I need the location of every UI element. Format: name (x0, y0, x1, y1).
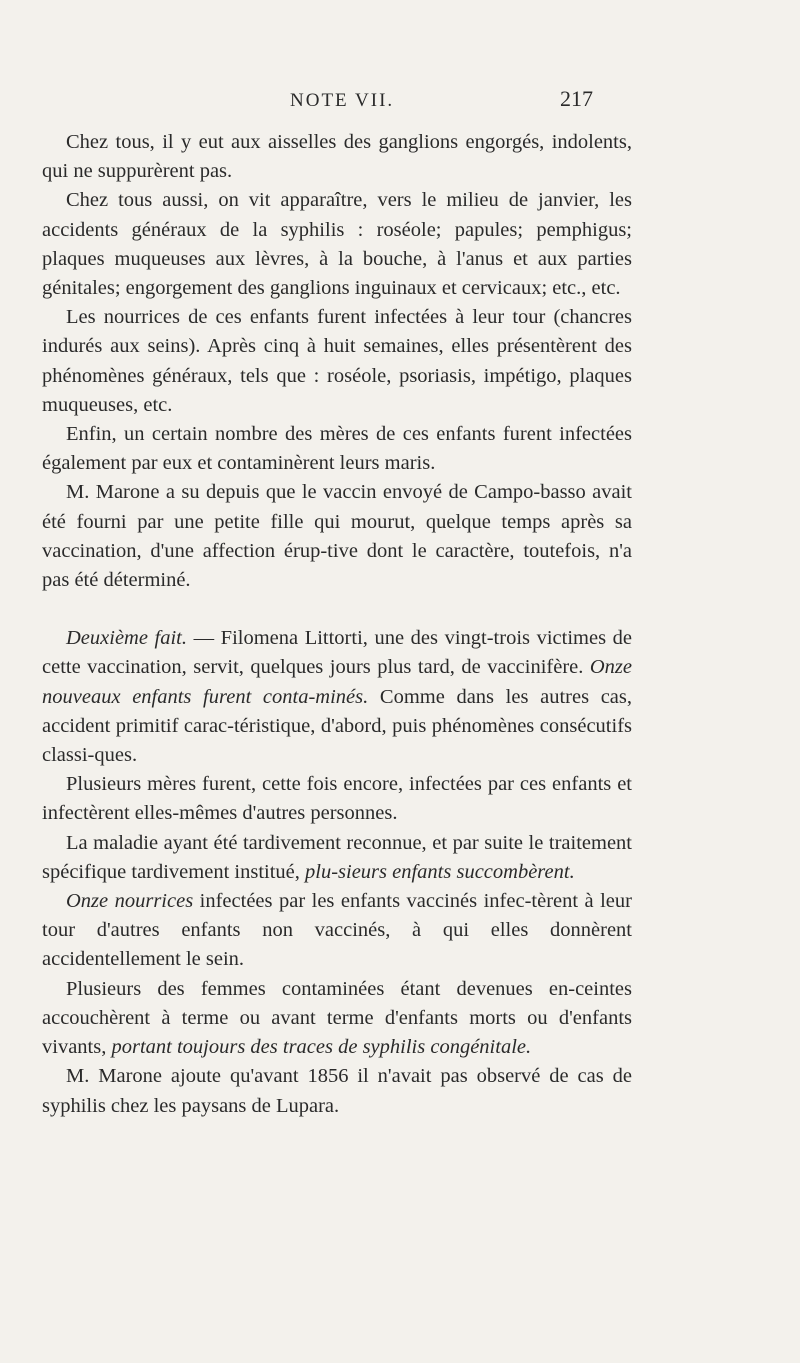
italic-text: portant toujours des traces de syphilis congénitale. (111, 1036, 532, 1059)
text-run: infectées par les enfants vaccinés infec-tèrent à leur tour d'autres enfants non vaccinés, à qui elles donnèrent accidentellement le sein. (42, 890, 632, 971)
paragraph (42, 829, 632, 887)
paragraph (42, 770, 632, 828)
page-header (0, 86, 800, 116)
italic-text: Onze nouveaux enfants furent conta-minés. (42, 656, 632, 708)
text-run: Comme dans les autres cas, accident primitif carac-téristique, d'abord, puis phénomènes consécutifs classi-ques. (42, 685, 633, 767)
text-run: Chez tous aussi, on vit apparaître, vers le milieu de janvier, les accidents généraux de la syphilis : roséole; papules; pemphigus; plaques muqueuses aux lèvres, à la bouche, à l'anus et aux parties génitales; engorgement des ganglions inguinaux et cervicaux; etc., etc. (42, 189, 632, 300)
italic-text: Deuxième fait. (66, 627, 187, 650)
paragraph (42, 975, 632, 1063)
paragraph (42, 420, 632, 478)
paragraph (42, 303, 632, 420)
text-run: Chez tous, il y eut aux aisselles des ganglions engorgés, indolents, qui ne suppurèrent pas. (42, 131, 632, 183)
paragraph (42, 128, 632, 186)
body-text (42, 128, 632, 1121)
text-run: — Filomena Littorti, une des vingt-trois victimes de cette vaccination, servit, quelques jours plus tard, de vaccinifère. (42, 627, 632, 679)
paragraph (42, 887, 632, 975)
text-run: M. Marone ajoute qu'avant 1856 il n'avait pas observé de cas de syphilis chez les paysans de Lupara. (42, 1065, 632, 1117)
text-run: La maladie ayant été tardivement reconnue, et par suite le traitement spécifique tardivement institué, (42, 831, 632, 883)
text-run: M. Marone a su depuis que le vaccin envoyé de Campo-basso avait été fourni par une petite fille qui mourut, quelque temps après sa vaccination, d'une affection érup-tive dont le caractère, toutefois, n'a pas été déterminé. (42, 481, 632, 592)
italic-text: Onze nourrices (66, 890, 194, 913)
paragraph (42, 186, 632, 303)
paragraph (42, 1062, 632, 1120)
text-run: Plusieurs des femmes contaminées étant devenues en-ceintes accouchèrent à terme ou avant terme d'enfants morts ou d'enfants vivants, (42, 977, 632, 1059)
italic-text: plu-sieurs enfants succombèrent. (305, 860, 575, 883)
paragraph (42, 624, 632, 770)
running-head: NOTE VII. (290, 90, 395, 111)
text-run: Plusieurs mères furent, cette fois encore, infectées par ces enfants et infectèrent elles-mêmes d'autres personnes. (42, 773, 632, 825)
text-run: Enfin, un certain nombre des mères de ces enfants furent infectées également par eux et contaminèrent leurs maris. (42, 423, 632, 475)
paragraph (42, 478, 632, 595)
page-number: 217 (560, 86, 593, 111)
text-run: Les nourrices de ces enfants furent infectées à leur tour (chancres indurés aux seins). Après cinq à huit semaines, elles présentèrent des phénomènes généraux, tels que : roséole, psoriasis, impétigo, plaques muqueuses, etc. (42, 306, 632, 416)
